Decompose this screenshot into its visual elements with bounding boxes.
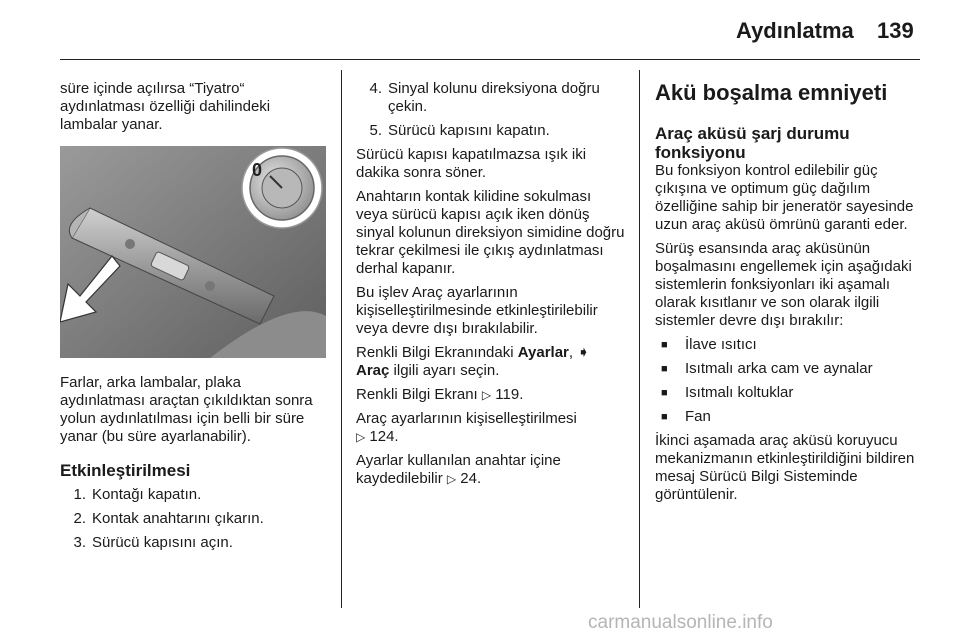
list-item: ■ Isıtmalı arka cam ve aynalar — [655, 360, 927, 378]
list-item: ■ Fan — [655, 408, 927, 426]
watermark: carmanualsonline.info — [588, 612, 773, 633]
body-paragraph: Farlar, arka lambalar, plaka aydınlatması araçtan çıkıldıktan sonra yolun aydınlatılması için belli bir süre yanar (bu süre ayarlanabilir). — [60, 374, 313, 445]
sub-heading: Araç aküsü şarj durumu fonksiyonu — [655, 124, 850, 162]
steps-list-2 — [356, 80, 626, 140]
header-rule — [60, 59, 920, 60]
list-item: 4. Sinyal kolunu direksiyona doğru çekin. — [369, 80, 600, 115]
chapter-title: Aydınlatma — [736, 18, 854, 43]
switch-position-label: 0 — [252, 160, 263, 180]
paragraph: Sürücü kapısı kapatılmazsa ışık iki dakika sonra söner. — [356, 146, 587, 181]
list-item: 1. Kontağı kapatın. — [73, 486, 202, 503]
page-number: 139 — [877, 18, 914, 43]
bullet-icon: ■ — [661, 363, 668, 375]
paragraph: İkinci aşamada araç aküsü koruyucu mekanizmanın etkinleştirildiğini bildiren mesaj Sürücü Bilgi Sisteminde görüntülenir. — [655, 432, 915, 503]
paragraph: Anahtarın kontak kilidine sokulması veya sürücü kapısı açık iken dönüş sinyal kolunun direksiyon simidine doğru tekrar çekilmesi ile çıkış aydınlatması derhal kapanır. — [356, 188, 625, 277]
page-ref-icon: ▷ — [356, 430, 366, 444]
page-reference[interactable]: 119. — [495, 386, 524, 403]
column-divider-left — [341, 70, 342, 608]
list-item: ■ Isıtmalı koltuklar — [655, 384, 927, 402]
list-item: 5. Sürücü kapısını kapatın. — [369, 122, 550, 139]
section-title: Etkinleştirilmesi — [60, 461, 191, 480]
list-item: 3. Sürücü kapısını açın. — [73, 534, 233, 551]
page-ref-icon: ▷ — [481, 388, 492, 402]
column-middle — [356, 80, 626, 494]
bullet-icon: ■ — [661, 339, 668, 351]
page-reference[interactable]: 24. — [460, 470, 482, 487]
settings-path-paragraph: Renkli Bilgi Ekranındaki Ayarlar, ➧ Araç ilgili ayarı seçin. — [356, 344, 590, 379]
paragraph: Sürüş esansında araç aküsünün boşalmasını engellemek için aşağıdaki sistemlerin fonksiyonları iki aşamalı olarak kısıtlanır ve son olarak ilgili sistemler devre dışı bırakılır: — [655, 240, 912, 329]
page-reference[interactable]: 124. — [369, 428, 399, 445]
paragraph: Bu fonksiyon kontrol edilebilir güç çıkışına ve optimum güç dağılım özelliğine sahip bir jeneratör sayesinde uzun araç aküsü ömrünü garanti eder. — [655, 162, 914, 233]
page-ref-icon: ▷ — [446, 472, 457, 486]
paragraph: Renkli Bilgi Ekranı ▷ 119. — [356, 386, 524, 403]
settings-menu-label: Ayarlar — [517, 344, 569, 361]
list-item: 2. Kontak anahtarını çıkarın. — [73, 510, 264, 527]
turn-signal-lever-illustration — [60, 146, 326, 358]
systems-list — [655, 336, 927, 426]
paragraph: Ayarlar kullanılan anahtar içine kaydedilebilir ▷ 24. — [356, 452, 561, 487]
bullet-icon: ■ — [661, 387, 668, 399]
page-header — [0, 0, 960, 60]
paragraph: Bu işlev Araç ayarlarının kişiselleştirilmesinde etkinleştirilebilir veya devre dışı bırakılabilir. — [356, 284, 598, 337]
vehicle-menu-label: Araç — [356, 362, 390, 379]
column-divider-right — [639, 70, 640, 608]
bullet-icon: ■ — [661, 411, 668, 423]
column-right — [655, 80, 927, 510]
list-item: ■ İlave ısıtıcı — [655, 336, 927, 354]
column-left — [60, 80, 330, 558]
paragraph: Araç ayarlarının kişiselleştirilmesi ▷ 124. — [356, 410, 577, 445]
main-heading: Akü boşalma emniyeti — [655, 80, 888, 105]
steps-list-1 — [60, 486, 330, 552]
intro-paragraph: süre içinde açılırsa “Tiyatro“ aydınlatması özelliği dahilindeki lambalar yanar. — [60, 80, 271, 133]
